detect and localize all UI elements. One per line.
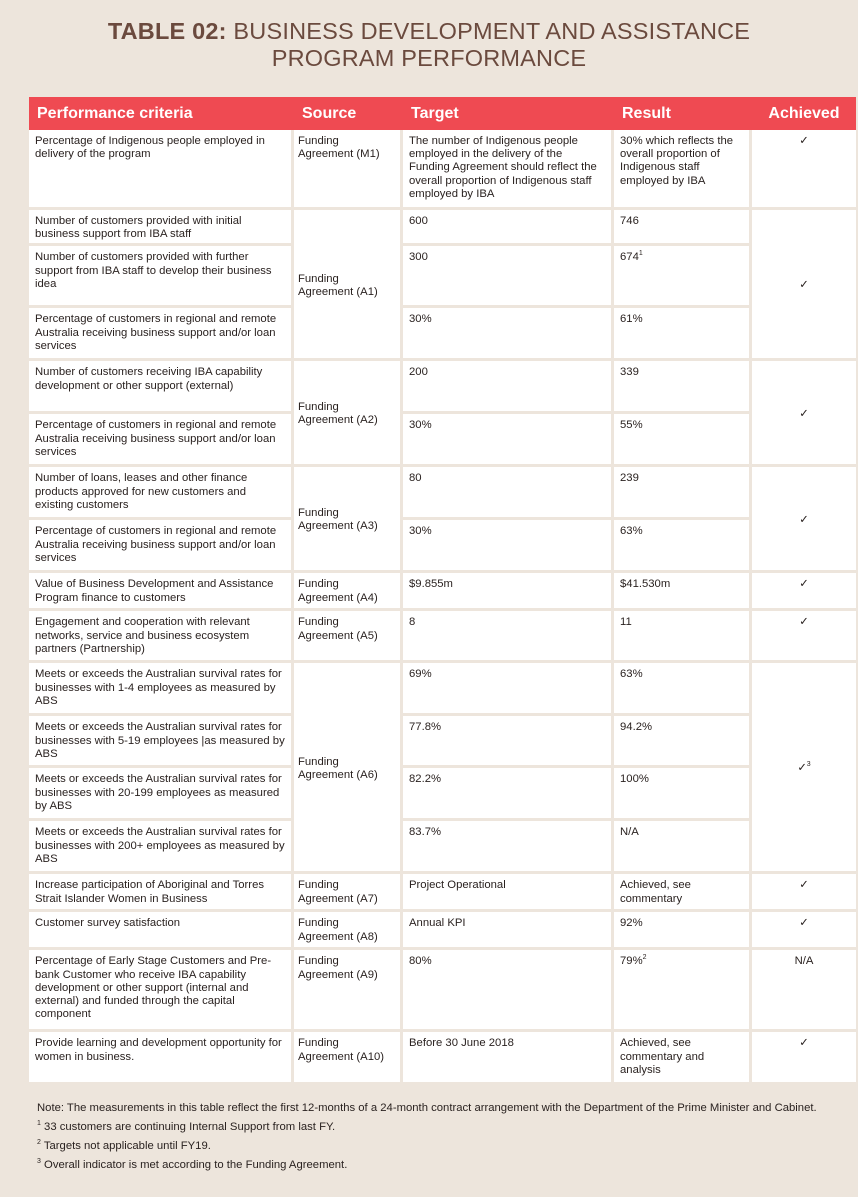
achieved-cell [752, 210, 856, 361]
criteria-cell: Percentage of Early Stage Customers and Pre-bank Customer who receive IBA capability development or other support (internal and external) and funded through the capital component [29, 950, 294, 1032]
result-cell: 11 [614, 611, 752, 663]
target-cell: 80% [403, 950, 614, 1032]
source-cell: Funding Agreement (A8) [294, 912, 403, 950]
criteria-cell: Meets or exceeds the Australian survival rates for businesses with 5-19 employees |as measured by ABS [29, 716, 294, 768]
result-value: 79% [620, 955, 643, 968]
result-value: 674 [620, 251, 639, 264]
criteria-cell: Number of customers receiving IBA capability development or other support (external) [29, 361, 294, 414]
table-row [29, 130, 856, 210]
achieved-cell [752, 611, 856, 663]
footnote-2-text: Targets not applicable until FY19. [40, 1140, 211, 1152]
achieved-cell [752, 663, 856, 874]
target-cell: 30% [403, 414, 614, 467]
criteria-cell: Percentage of customers in regional and remote Australia receiving business support and/or loan services [29, 308, 294, 361]
achieved-cell [752, 467, 856, 573]
table-row [29, 520, 856, 573]
footnote-2-mark: 2 [37, 1139, 41, 1147]
source-cell: Funding Agreement (A5) [294, 611, 403, 663]
check-icon: ✓ [799, 513, 809, 526]
source-cell: Funding Agreement (A4) [294, 573, 403, 611]
result-cell [614, 246, 752, 308]
criteria-cell: Number of loans, leases and other finance products approved for new customers and existing customers [29, 467, 294, 520]
table-row [29, 912, 856, 950]
result-cell: 55% [614, 414, 752, 467]
criteria-cell: Provide learning and development opportunity for women in business. [29, 1032, 294, 1085]
header-performance-criteria: Performance criteria [29, 97, 294, 130]
header-target: Target [403, 97, 614, 130]
table-row [29, 768, 856, 821]
check-icon: ✓ [799, 279, 809, 292]
target-cell: $9.855m [403, 573, 614, 611]
criteria-cell: Percentage of Indigenous people employed in delivery of the program [29, 130, 294, 210]
achieved-cell [752, 130, 856, 210]
title-line-1 [0, 18, 858, 45]
check-icon: ✓ [797, 762, 807, 775]
header-source: Source [294, 97, 403, 130]
header-achieved: Achieved [752, 97, 856, 130]
footnote-mark: 2 [642, 954, 647, 962]
source-cell: Funding Agreement (M1) [294, 130, 403, 210]
check-icon: ✓ [799, 616, 809, 629]
criteria-cell: Increase participation of Aboriginal and Torres Strait Islander Women in Business [29, 874, 294, 912]
target-cell: 300 [403, 246, 614, 308]
target-cell: 200 [403, 361, 614, 414]
target-cell: 77.8% [403, 716, 614, 768]
footnote-3-text: Overall indicator is met according to the Funding Agreement. [40, 1159, 348, 1171]
result-cell: 339 [614, 361, 752, 414]
source-cell: Funding Agreement (A1) [294, 210, 403, 361]
check-icon: ✓ [799, 879, 809, 892]
table-row [29, 821, 856, 874]
table-row [29, 467, 856, 520]
check-icon: ✓ [799, 135, 809, 147]
table-row [29, 611, 856, 663]
check-icon: ✓ [799, 407, 809, 420]
target-cell: 8 [403, 611, 614, 663]
criteria-cell: Number of customers provided with further support from IBA staff to develop their business idea [29, 246, 294, 308]
criteria-cell: Meets or exceeds the Australian survival rates for businesses with 200+ employees as measured by ABS [29, 821, 294, 874]
footnote-3-mark: 3 [37, 1158, 41, 1166]
result-cell: 746 [614, 210, 752, 246]
table-row [29, 874, 856, 912]
criteria-cell: Percentage of customers in regional and remote Australia receiving business support and/or loan services [29, 520, 294, 573]
table-row [29, 361, 856, 414]
criteria-cell: Engagement and cooperation with relevant networks, service and business ecosystem partners (Partnership) [29, 611, 294, 663]
target-cell: 69% [403, 663, 614, 716]
target-cell: Before 30 June 2018 [403, 1032, 614, 1085]
footnote-mark: 1 [638, 250, 643, 258]
result-cell: 92% [614, 912, 752, 950]
table-row [29, 308, 856, 361]
achieved-cell: N/A [752, 950, 856, 1032]
criteria-cell: Meets or exceeds the Australian survival rates for businesses with 1-4 employees as measured by ABS [29, 663, 294, 716]
result-cell: Achieved, see commentary and analysis [614, 1032, 752, 1085]
footnote-3 [37, 1158, 827, 1172]
table-row [29, 950, 856, 1032]
source-cell: Funding Agreement (A6) [294, 663, 403, 874]
result-cell [614, 950, 752, 1032]
result-cell: 239 [614, 467, 752, 520]
criteria-cell: Customer survey satisfaction [29, 912, 294, 950]
target-cell: 600 [403, 210, 614, 246]
performance-table [29, 97, 856, 1085]
source-cell: Funding Agreement (A10) [294, 1032, 403, 1085]
target-cell: 83.7% [403, 821, 614, 874]
result-cell: 100% [614, 768, 752, 821]
table-header-row [29, 97, 856, 130]
footnote-1-text: 33 customers are continuing Internal Support from last FY. [40, 1121, 336, 1133]
criteria-cell: Value of Business Development and Assistance Program finance to customers [29, 573, 294, 611]
footnote-1-mark: 1 [37, 1120, 41, 1128]
source-cell: Funding Agreement (A7) [294, 874, 403, 912]
table-row [29, 246, 856, 308]
source-cell: Funding Agreement (A9) [294, 950, 403, 1032]
target-cell: The number of Indigenous people employed in the delivery of the Funding Agreement should reflect the overall proportion of Indigenous staff employed by IBA [403, 130, 614, 210]
page-title [0, 18, 858, 72]
table-row [29, 414, 856, 467]
target-cell: Annual KPI [403, 912, 614, 950]
result-cell: 61% [614, 308, 752, 361]
achieved-cell [752, 361, 856, 467]
target-cell: Project Operational [403, 874, 614, 912]
criteria-cell: Percentage of customers in regional and remote Australia receiving business support and/or loan services [29, 414, 294, 467]
table-row [29, 716, 856, 768]
table-row [29, 1032, 856, 1085]
footnote-2 [37, 1139, 827, 1153]
achieved-cell [752, 573, 856, 611]
result-cell: $41.530m [614, 573, 752, 611]
footnote-mark: 3 [806, 761, 811, 769]
table-row [29, 210, 856, 246]
target-cell: 80 [403, 467, 614, 520]
title-text: BUSINESS DEVELOPMENT AND ASSISTANCE [226, 18, 751, 44]
check-icon: ✓ [799, 917, 809, 930]
title-table-number: TABLE 02: [107, 18, 227, 44]
target-cell: 82.2% [403, 768, 614, 821]
achieved-cell [752, 1032, 856, 1085]
source-cell: Funding Agreement (A2) [294, 361, 403, 467]
criteria-cell: Meets or exceeds the Australian survival rates for businesses with 20-199 employees as measured by ABS [29, 768, 294, 821]
achieved-cell [752, 912, 856, 950]
result-cell: 63% [614, 520, 752, 573]
result-cell: N/A [614, 821, 752, 874]
result-cell: 94.2% [614, 716, 752, 768]
check-icon: ✓ [799, 1037, 809, 1050]
criteria-cell: Number of customers provided with initial business support from IBA staff [29, 210, 294, 246]
achieved-cell [752, 874, 856, 912]
table-row [29, 663, 856, 716]
note-main: Note: The measurements in this table reflect the first 12-months of a 24-month contract arrangement with the Department of the Prime Minister and Cabinet. [37, 1102, 817, 1114]
table-notes [37, 1101, 827, 1177]
footnote-1 [37, 1120, 827, 1134]
result-cell: Achieved, see commentary [614, 874, 752, 912]
result-cell: 63% [614, 663, 752, 716]
result-cell: 30% which reflects the overall proportion of Indigenous staff employed by IBA [614, 130, 752, 210]
target-cell: 30% [403, 308, 614, 361]
check-icon: ✓ [799, 578, 809, 591]
table-row [29, 573, 856, 611]
target-cell: 30% [403, 520, 614, 573]
source-cell: Funding Agreement (A3) [294, 467, 403, 573]
title-line-2: PROGRAM PERFORMANCE [271, 45, 587, 71]
header-result: Result [614, 97, 752, 130]
